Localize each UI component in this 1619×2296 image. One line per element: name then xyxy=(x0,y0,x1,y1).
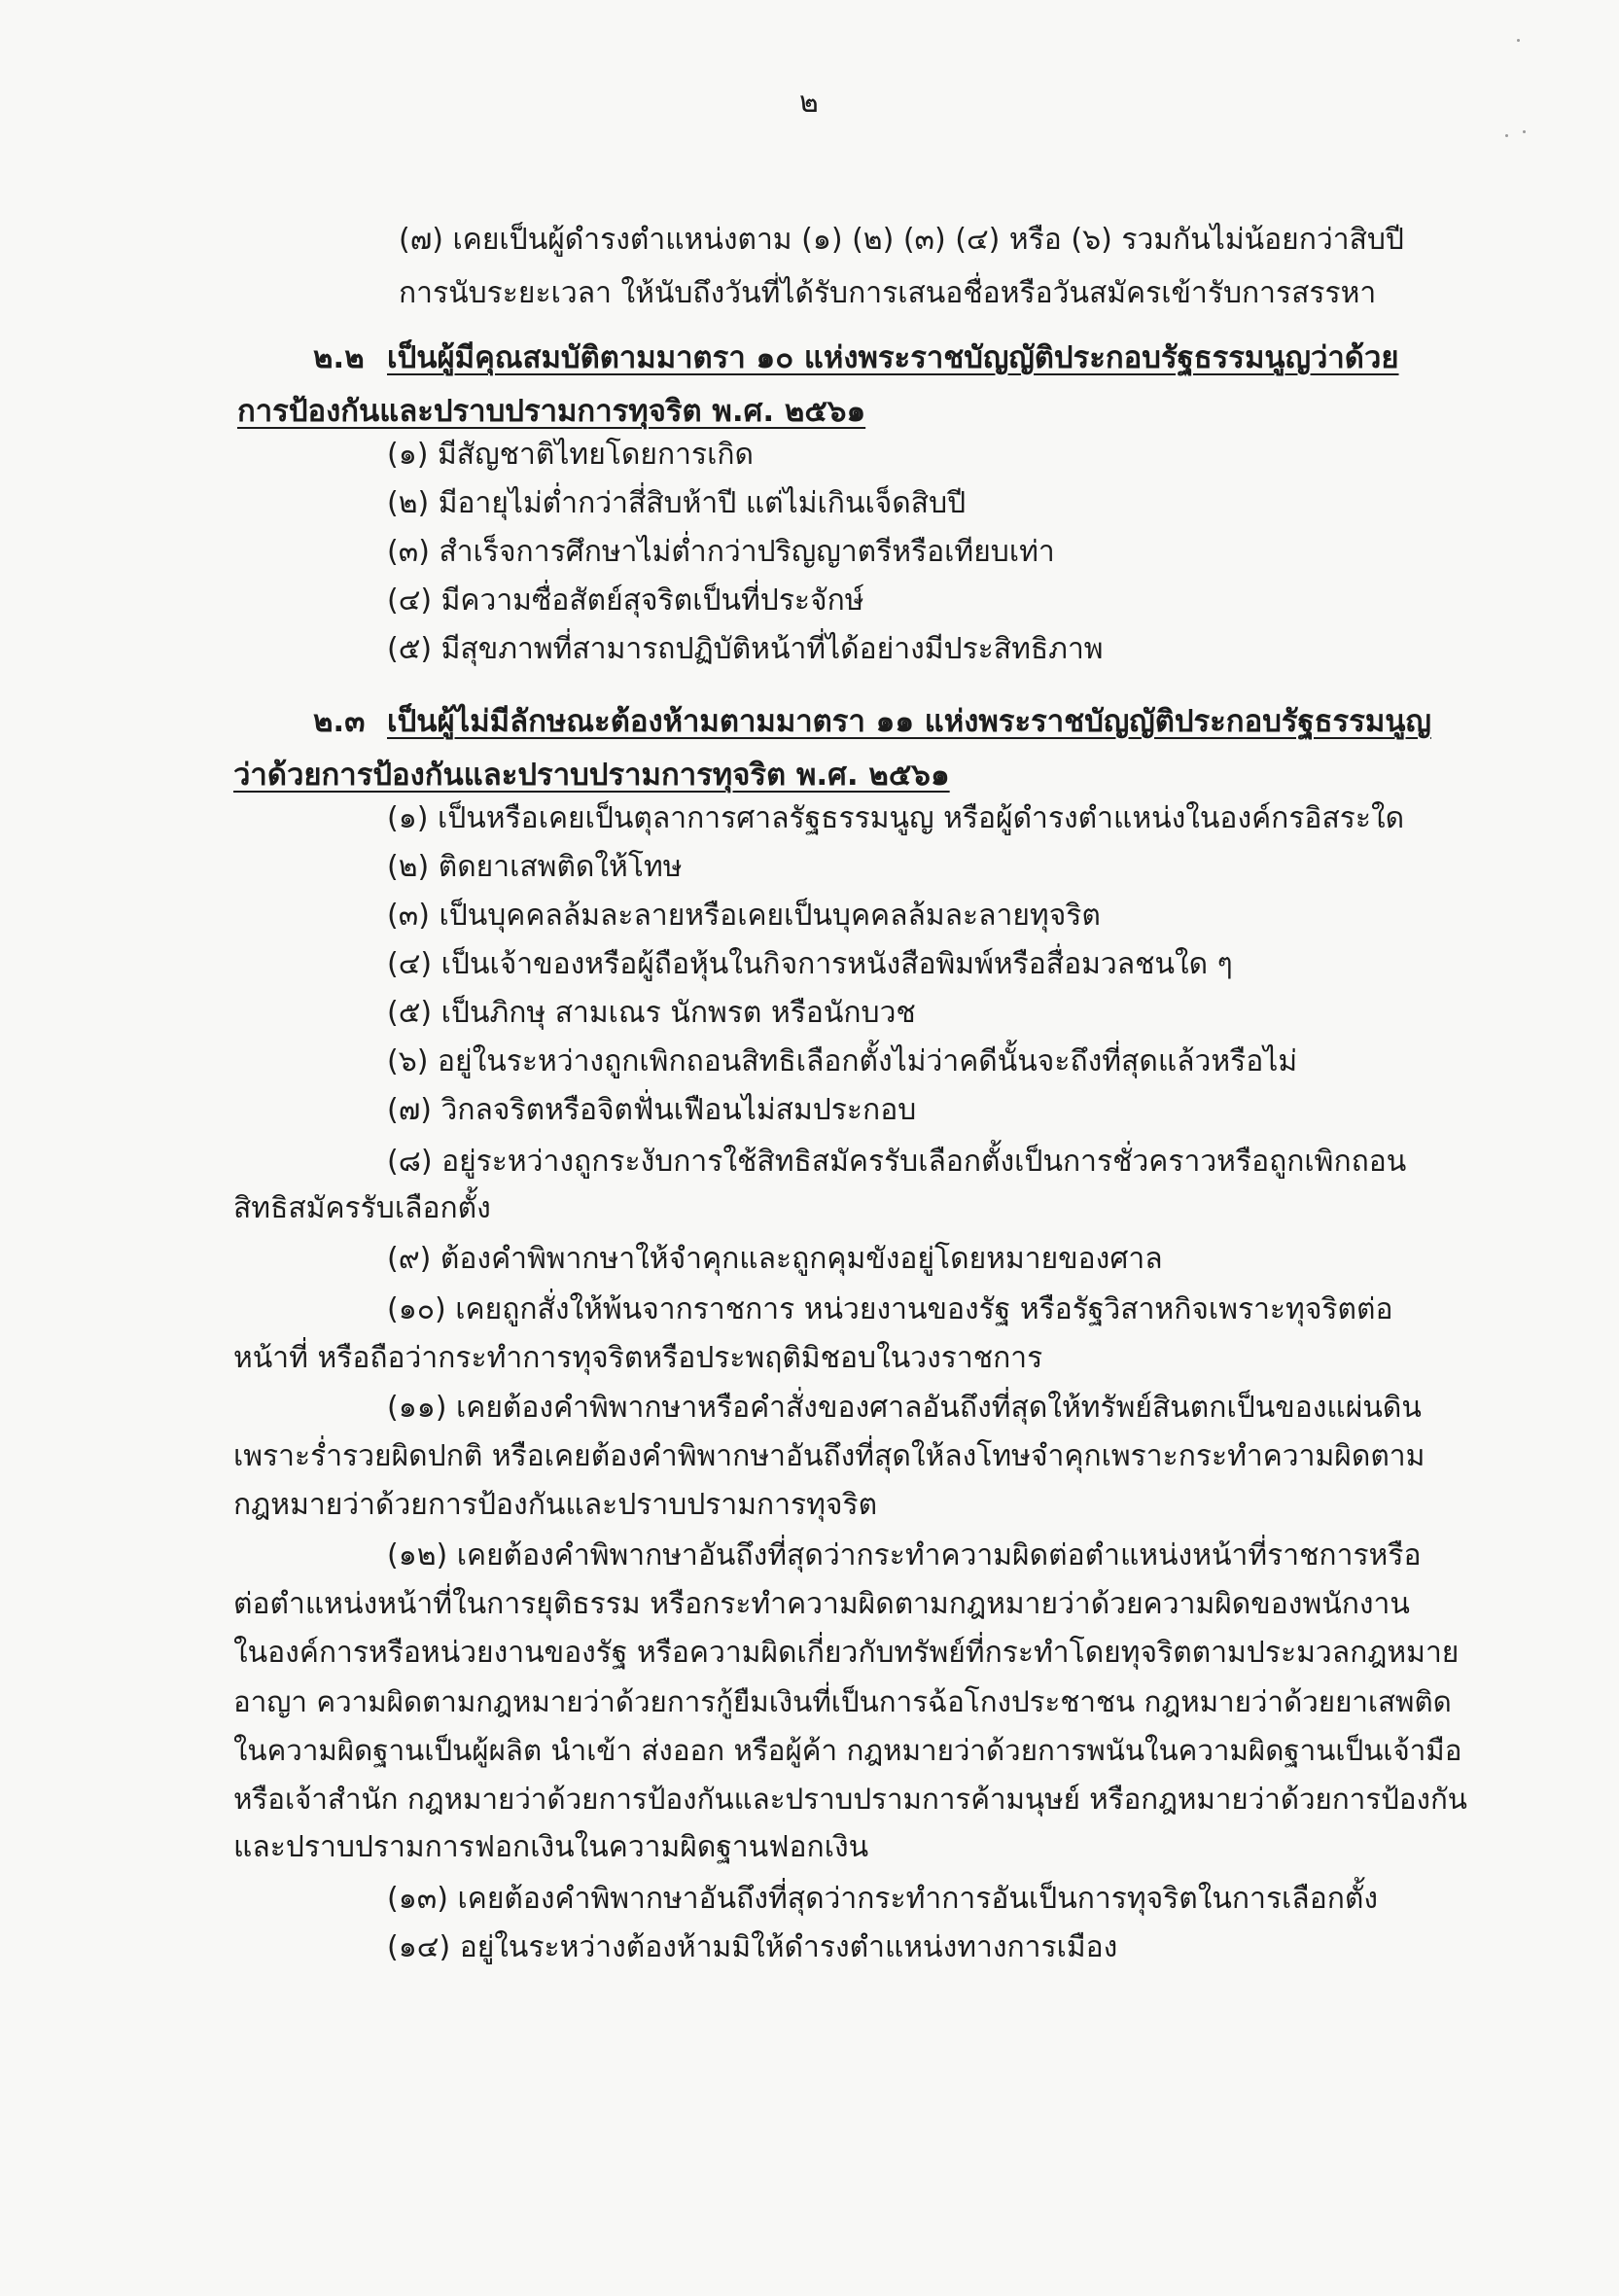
list-item-continuation: สิทธิสมัครรับเลือกตั้ง xyxy=(233,1191,491,1225)
list-item: (๑๔) อยู่ในระหว่างต้องห้ามมิให้ดำรงตำแหน่งทางการเมือง xyxy=(387,1930,1118,1964)
list-item-continuation: กฎหมายว่าด้วยการป้องกันและปราบปรามการทุจริต xyxy=(233,1488,878,1522)
list-item: (๑) เป็นหรือเคยเป็นตุลาการศาลรัฐธรรมนูญ หรือผู้ดำรงตำแหน่งในองค์กรอิสระใด xyxy=(387,801,1405,835)
list-item: (๒) ติดยาเสพติดให้โทษ xyxy=(387,850,683,884)
section-number: ๒.๓ xyxy=(313,704,366,739)
text-line: (๗) เคยเป็นผู้ดำรงตำแหน่งตาม (๑) (๒) (๓) (๔) หรือ (๖) รวมกันไม่น้อยกว่าสิบปี xyxy=(399,223,1404,257)
list-item-continuation: ต่อตำแหน่งหน้าที่ในการยุติธรรม หรือกระทำความผิดตามกฎหมายว่าด้วยความผิดของพนักงาน xyxy=(233,1587,1410,1621)
section-number: ๒.๒ xyxy=(313,340,365,375)
page-number: ๒ xyxy=(799,86,819,120)
list-item: (๙) ต้องคำพิพากษาให้จำคุกและถูกคุมขังอยู่โดยหมายของศาล xyxy=(387,1242,1163,1276)
list-item-continuation: หรือเจ้าสำนัก กฎหมายว่าด้วยการป้องกันและปราบปรามการค้ามนุษย์ หรือกฎหมายว่าด้วยการป้องกัน xyxy=(233,1783,1467,1816)
list-item: (๒) มีอายุไม่ต่ำกว่าสี่สิบห้าปี แต่ไม่เกินเจ็ดสิบปี xyxy=(387,486,967,520)
list-item-continuation: ในความผิดฐานเป็นผู้ผลิต นำเข้า ส่งออก หรือผู้ค้า กฎหมายว่าด้วยการพนันในความผิดฐานเป็นเจ้ามือ xyxy=(233,1734,1462,1767)
section-heading: ว่าด้วยการป้องกันและปราบปรามการทุจริต พ.ศ. ๒๕๖๑ xyxy=(233,758,950,793)
list-item: (๗) วิกลจริตหรือจิตฟั่นเฟือนไม่สมประกอบ xyxy=(387,1093,917,1127)
text-line: การนับระยะเวลา ให้นับถึงวันที่ได้รับการเสนอชื่อหรือวันสมัครเข้ารับการสรรหา xyxy=(399,276,1377,310)
list-item: (๘) อยู่ระหว่างถูกระงับการใช้สิทธิสมัครรับเลือกตั้งเป็นการชั่วคราวหรือถูกเพิกถอน xyxy=(387,1145,1407,1179)
section-heading: เป็นผู้ไม่มีลักษณะต้องห้ามตามมาตรา ๑๑ แห่งพระราชบัญญัติประกอบรัฐธรรมนูญ xyxy=(387,704,1431,739)
scan-speck xyxy=(1505,134,1508,137)
list-item: (๖) อยู่ในระหว่างถูกเพิกถอนสิทธิเลือกตั้งไม่ว่าคดีนั้นจะถึงที่สุดแล้วหรือไม่ xyxy=(387,1044,1298,1078)
section-heading: การป้องกันและปราบปรามการทุจริต พ.ศ. ๒๕๖๑ xyxy=(237,394,866,429)
scan-speck xyxy=(1517,39,1520,42)
list-item: (๑๒) เคยต้องคำพิพากษาอันถึงที่สุดว่ากระทำความผิดต่อตำแหน่งหน้าที่ราชการหรือ xyxy=(387,1538,1422,1572)
list-item: (๕) มีสุขภาพที่สามารถปฏิบัติหน้าที่ได้อย่างมีประสิทธิภาพ xyxy=(387,632,1104,666)
list-item-continuation: และปราบปรามการฟอกเงินในความผิดฐานฟอกเงิน xyxy=(233,1830,869,1864)
list-item-continuation: เพราะร่ำรวยผิดปกติ หรือเคยต้องคำพิพากษาอันถึงที่สุดให้ลงโทษจำคุกเพราะกระทำความผิดตาม xyxy=(233,1439,1425,1473)
list-item: (๑๐) เคยถูกสั่งให้พ้นจากราชการ หน่วยงานของรัฐ หรือรัฐวิสาหกิจเพราะทุจริตต่อ xyxy=(387,1292,1393,1326)
list-item: (๔) มีความซื่อสัตย์สุจริตเป็นที่ประจักษ์ xyxy=(387,583,864,618)
list-item: (๑๓) เคยต้องคำพิพากษาอันถึงที่สุดว่ากระทำการอันเป็นการทุจริตในการเลือกตั้ง xyxy=(387,1882,1379,1916)
list-item: (๓) สำเร็จการศึกษาไม่ต่ำกว่าปริญญาตรีหรือเทียบเท่า xyxy=(387,535,1055,569)
list-item-continuation: อาญา ความผิดตามกฎหมายว่าด้วยการกู้ยืมเงินที่เป็นการฉ้อโกงประชาชน กฎหมายว่าด้วยยาเสพติด xyxy=(233,1685,1452,1718)
list-item: (๔) เป็นเจ้าของหรือผู้ถือหุ้นในกิจการหนังสือพิมพ์หรือสื่อมวลชนใด ๆ xyxy=(387,947,1233,981)
list-item-continuation: หน้าที่ หรือถือว่ากระทำการทุจริตหรือประพฤติมิชอบในวงราชการ xyxy=(233,1341,1043,1375)
list-item: (๕) เป็นภิกษุ สามเณร นักพรต หรือนักบวช xyxy=(387,996,916,1030)
list-item: (๓) เป็นบุคคลล้มละลายหรือเคยเป็นบุคคลล้มละลายทุจริต xyxy=(387,899,1101,933)
list-item: (๑๑) เคยต้องคำพิพากษาหรือคำสั่งของศาลอันถึงที่สุดให้ทรัพย์สินตกเป็นของแผ่นดิน xyxy=(387,1391,1422,1425)
list-item: (๑) มีสัญชาติไทยโดยการเกิด xyxy=(387,438,754,472)
list-item-continuation: ในองค์การหรือหน่วยงานของรัฐ หรือความผิดเกี่ยวกับทรัพย์ที่กระทำโดยทุจริตตามประมวลกฎหมาย xyxy=(233,1636,1460,1670)
scan-speck xyxy=(1523,130,1526,133)
section-heading: เป็นผู้มีคุณสมบัติตามมาตรา ๑๐ แห่งพระราชบัญญัติประกอบรัฐธรรมนูญว่าด้วย xyxy=(387,340,1399,375)
